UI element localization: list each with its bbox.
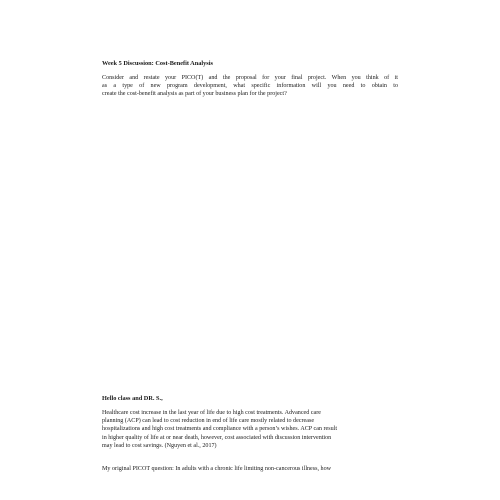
prompt-line: Consider and restate your PICO(T) and the proposal for your final project. When you think of it <box>102 75 398 81</box>
discussion-title: Week 5 Discussion: Cost-Benefit Analysis <box>102 60 213 67</box>
picot-paragraph <box>102 465 331 473</box>
response-greeting: Hello class and DR. S., <box>102 395 163 402</box>
paragraph-line: in higher quality of life at or near death, however, cost associated with discussion intervention <box>102 434 332 441</box>
discussion-prompt <box>102 74 398 99</box>
paragraph-line: planning (ACP) can lead to cost reduction in end of life care mostly related to decrease <box>102 418 315 425</box>
paragraph-line: may lead to cost savings. (Nguyen et al., 2017) <box>102 442 217 449</box>
prompt-line: create the cost-benefit analysis as part of your business plan for the project? <box>102 91 287 98</box>
paragraph-line: hospitalizations and high cost treatments and compliance with a person’s wishes. ACP can result <box>102 426 338 433</box>
prompt-line: as a type of new program development, what specific information will you need to obtain to <box>102 83 398 90</box>
paragraph-line: Healthcare cost increase in the last year of life due to high cost treatments. Advanced care <box>102 410 321 416</box>
paragraph-line: My original PICOT question: In adults with a chronic life limiting non-cancerous illness, how <box>102 466 332 472</box>
response-paragraph <box>102 409 337 450</box>
